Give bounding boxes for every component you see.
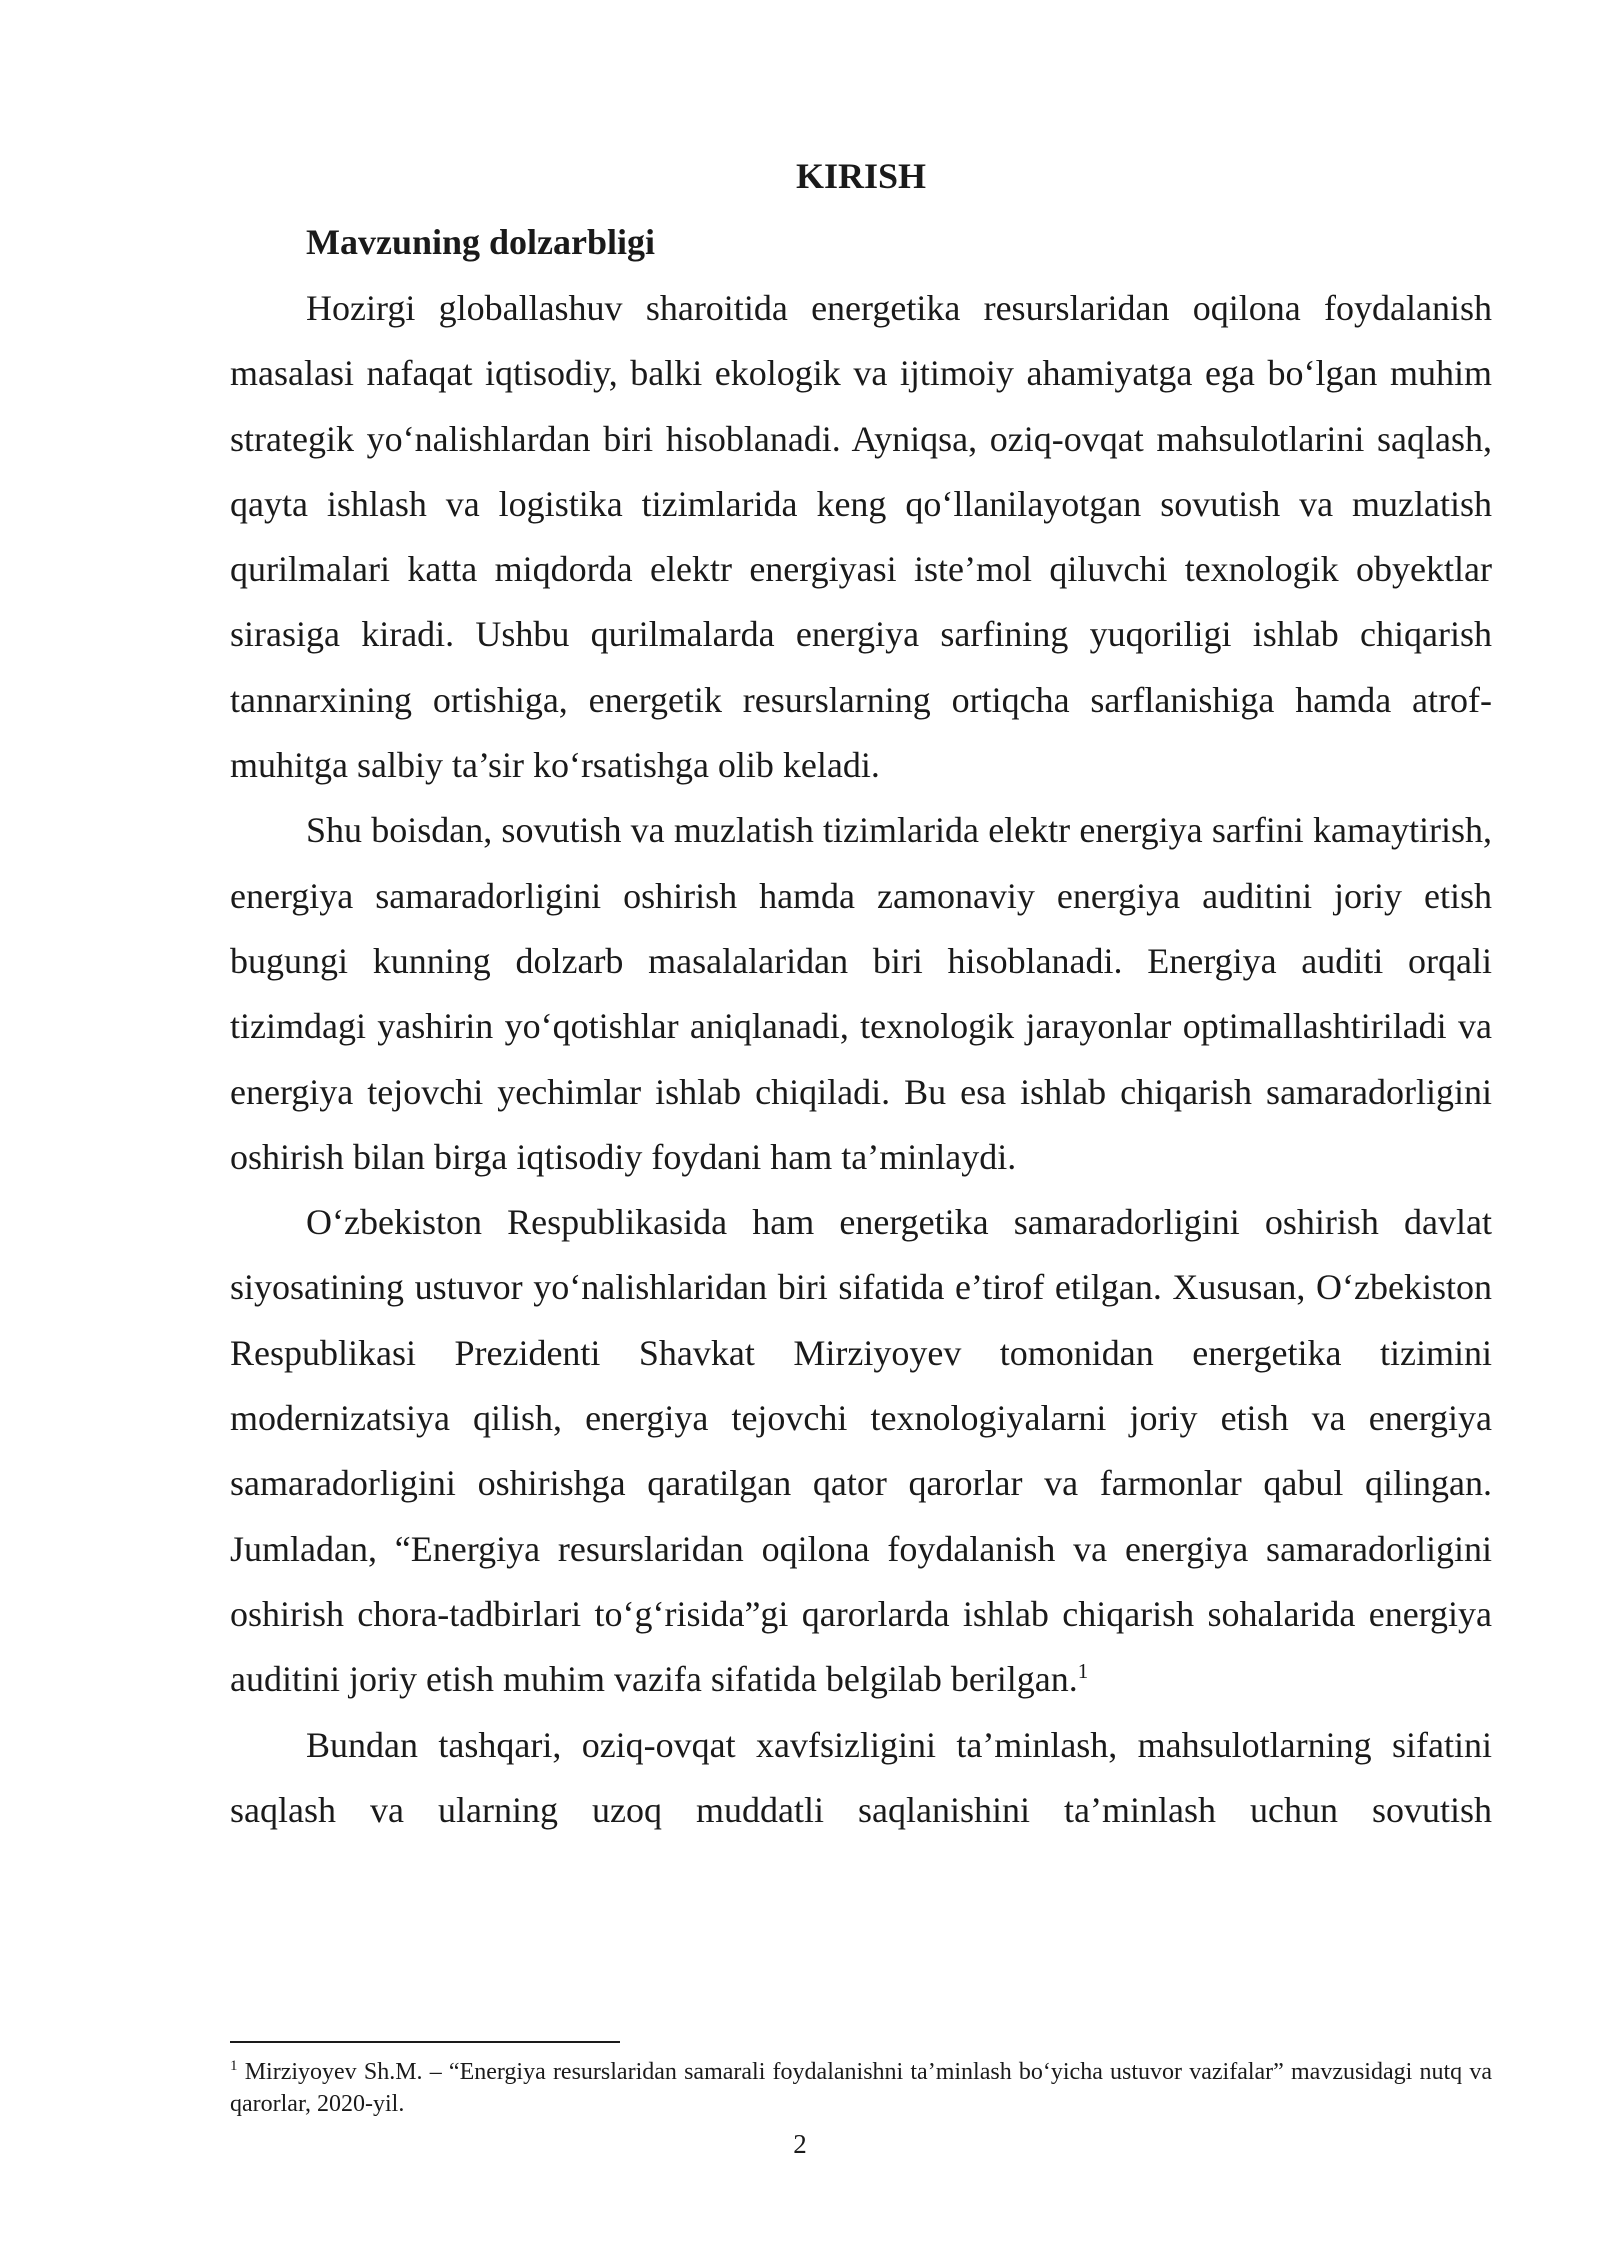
footnote-reference: 1 [1077,1659,1089,1684]
section-title: Mavzuning dolzarbligi [306,222,656,262]
paragraph-4: Bundan tashqari, oziq-ovqat xavfsizligini ta’minlash, mahsulotlarning sifatini saqlash va ularning uzoq muddatli saqlanishini ta’minlash uchun sovutish [230,1724,1492,1830]
paragraph-3 [230,1190,1492,1712]
chapter-title: KIRISH [795,156,927,196]
paragraph-3-text: O‘zbekiston Respublikasida ham energetika samaradorligini oshirish davlat siyosatining ustuvor yo‘nalishlaridan biri sifatida e’tirof etilgan. Xususan, O‘zbekiston Respublikasi Prezidenti Shavkat Mirziyoyev tomonidan energetika tizimini modernizatsiya qilish, energiya tejovchi texnologiyalarni joriy etish va energiya samaradorligini oshirishga qaratilgan qator qarorlar va farmonlar qabul qilingan. Jumladan, “Energiya resurslaridan oqilona foydalanish va energiya samaradorligini oshirish chora-tadbirlari to‘g‘risida”gi qarorlarda ishlab chiqarish sohalarida energiya auditini joriy etish muhim vazifa sifatida belgilab berilgan. [230,1202,1492,1700]
paragraph-1: Hozirgi globallashuv sharoitida energetika resurslaridan oqilona foydalanish masalasi nafaqat iqtisodiy, balki ekologik va ijtimoiy ahamiyatga ega bo‘lgan muhim strategik yo‘nalishlardan biri hisoblanadi. Ayniqsa, oziq-ovqat mahsulotlarini saqlash, qayta ishlash va logistika tizimlarida keng qo‘llanilayotgan sovutish va muzlatish qurilmalari katta miqdorda elektr energiyasi iste’mol qiluvchi texnologik obyektlar sirasiga kiradi. Ushbu qurilmalarda energiya sarfining yuqoriligi ishlab chiqarish tannarxining ortishiga, energetik resurslarning ortiqcha sarflanishiga hamda atrof-muhitga salbiy ta’sir ko‘rsatishga olib keladi. [230,288,1492,786]
page-number: 2 [793,2129,807,2159]
page-body [230,150,1492,1843]
paragraph-2: Shu boisdan, sovutish va muzlatish tizimlarida elektr energiya sarfini kamaytirish, energiya samaradorligini oshirish hamda zamonaviy energiya auditini joriy etish bugungi kunning dolzarb masalalaridan biri hisoblanadi. Energiya auditi orqali tizimdagi yashirin yo‘qotishlar aniqlanadi, texnologik jarayonlar optimallashtiriladi va energiya tejovchi yechimlar ishlab chiqiladi. Bu esa ishlab chiqarish samaradorligini oshirish bilan birga iqtisodiy foydani ham ta’minlaydi. [230,810,1492,1177]
footnote [230,2056,1492,2120]
footnote-text: Mirziyoyev Sh.M. – “Energiya resurslaridan samarali foydalanishni ta’minlash bo‘yicha ustuvor vazifalar” mavzusidagi nutq va qarorlar, 2020-yil. [230,2059,1492,2117]
footnote-separator [230,2041,620,2043]
footnote-number: 1 [230,2058,238,2074]
